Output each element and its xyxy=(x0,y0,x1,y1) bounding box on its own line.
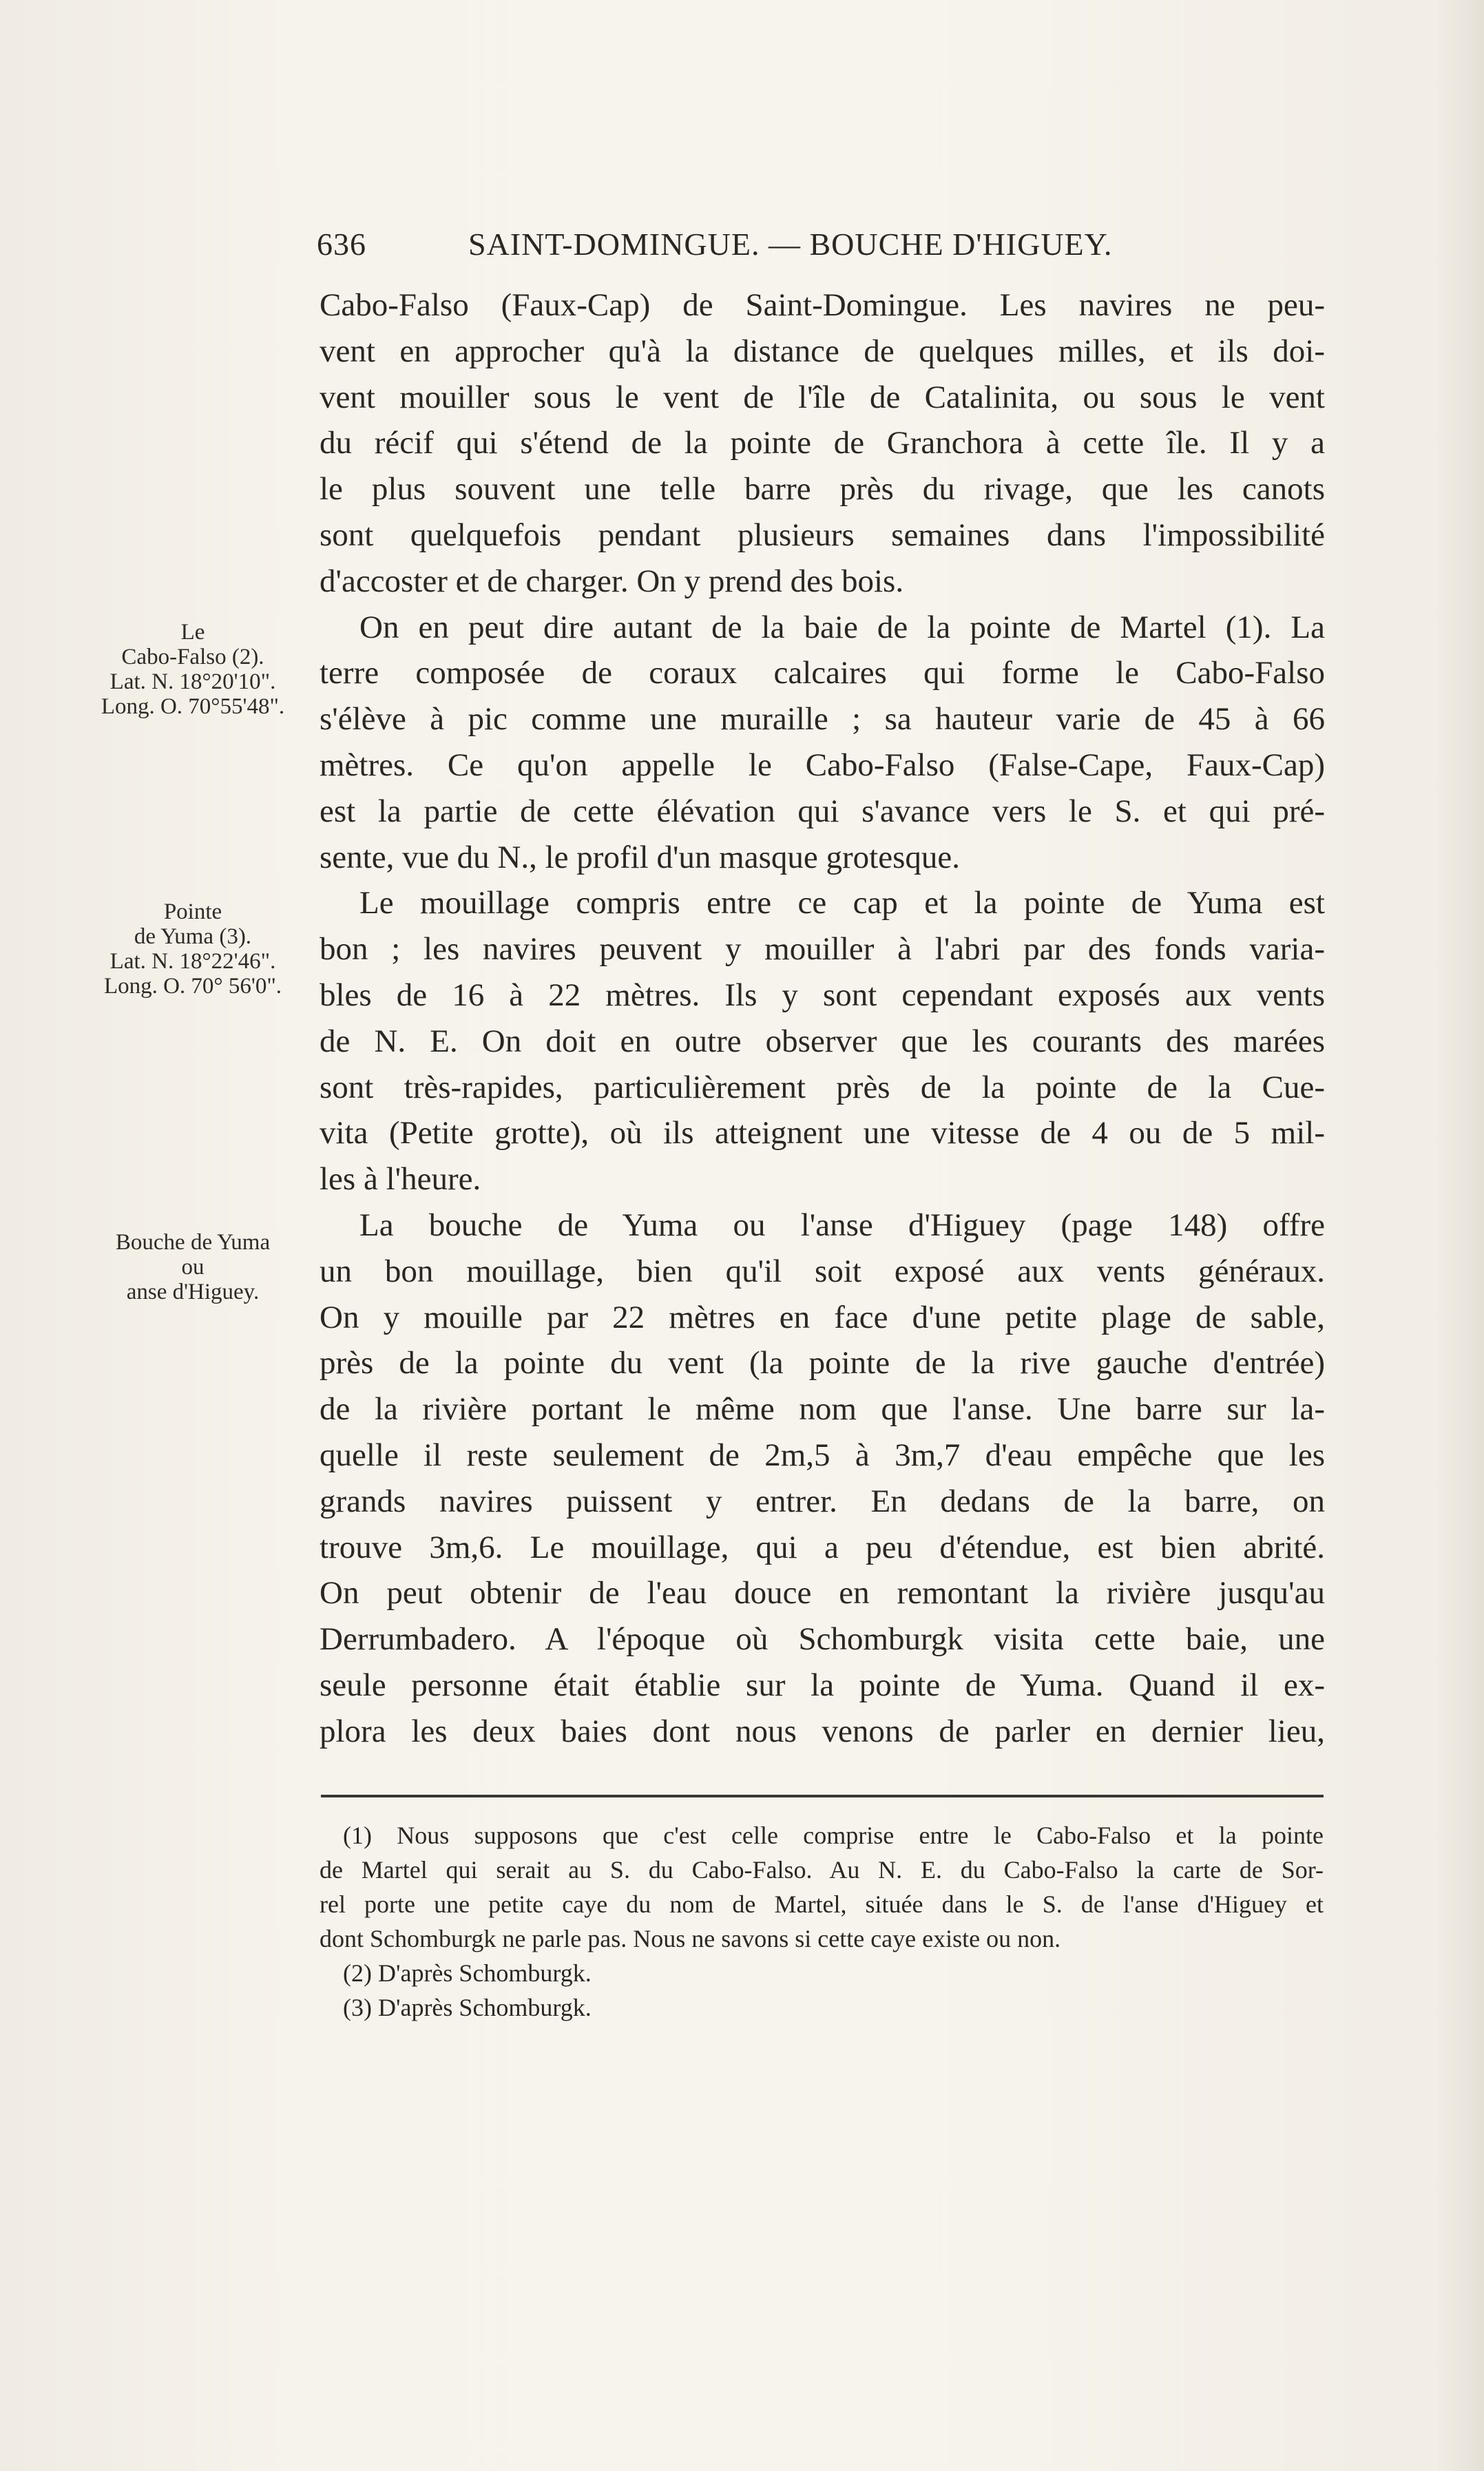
sidenote-pointe-yuma xyxy=(79,899,306,999)
paragraph-2 xyxy=(320,605,1325,881)
text-line: plora les deux baies dont nous venons de parler en dernier lieu, xyxy=(320,1713,1325,1749)
text-line: de N. E. On doit en outre observer que les courants des marées xyxy=(320,1023,1325,1059)
sidenote-line: Bouche de Yuma xyxy=(115,1230,271,1255)
text-line: terre composée de coraux calcaires qui forme le Cabo-Falso xyxy=(320,655,1325,691)
sidenote-cabo-falso xyxy=(79,620,306,719)
text-line: quelle il reste seulement de 2m,5 à 3m,7 d'eau empêche que les xyxy=(320,1437,1325,1473)
sidenote-line: ou xyxy=(181,1255,205,1280)
text-line: mètres. Ce qu'on appelle le Cabo-Falso (False-Cape, Faux-Cap) xyxy=(320,747,1325,783)
paragraph-1 xyxy=(320,282,1325,605)
text-line: sont très-rapides, particulièrement près de la pointe de la Cue- xyxy=(320,1069,1325,1105)
text-line: Derrumbadero. A l'époque où Schomburgk visita cette baie, une xyxy=(320,1621,1325,1658)
sidenote-line: anse d'Higuey. xyxy=(126,1280,260,1304)
text-line: seule personne était établie sur la pointe de Yuma. Quand il ex- xyxy=(320,1667,1325,1703)
text-line: du récif qui s'étend de la pointe de Granchora à cette île. Il y a xyxy=(320,425,1325,461)
sidenote-line: Pointe xyxy=(163,899,222,924)
text-line: près de la pointe du vent (la pointe de la rive gauche d'entrée) xyxy=(320,1345,1325,1382)
text-line: La bouche de Yuma ou l'anse d'Higuey (page 148) offre xyxy=(359,1207,1325,1243)
text-line: grands navires puissent y entrer. En dedans de la barre, on xyxy=(320,1483,1325,1519)
text-line: de la rivière portant le même nom que l'anse. Une barre sur la- xyxy=(320,1391,1325,1428)
text-line: sente, vue du N., le profil d'un masque grotesque. xyxy=(320,839,960,875)
text-line: les à l'heure. xyxy=(320,1161,481,1198)
footnote-divider xyxy=(321,1795,1324,1797)
text-line: s'élève à pic comme une muraille ; sa hauteur varie de 45 à 66 xyxy=(320,701,1325,738)
footnote-2: (2) D'après Schomburgk. xyxy=(343,1959,592,1987)
sidenote-line: Lat. N. 18°22'46". xyxy=(109,949,276,974)
text-line: vita (Petite grotte), où ils atteignent une vitesse de 4 ou de 5 mil- xyxy=(320,1115,1325,1151)
text-line: bon ; les navires peuvent y mouiller à l'abri par des fonds varia- xyxy=(320,931,1325,968)
text-line: On en peut dire autant de la baie de la pointe de Martel (1). La xyxy=(359,609,1325,645)
sidenote-line: Lat. N. 18°20'10". xyxy=(109,669,276,694)
running-head xyxy=(317,226,1329,274)
sidenote-line: de Yuma (3). xyxy=(134,924,252,949)
sidenote-line: Long. O. 70° 56'0". xyxy=(103,974,282,999)
text-line: d'accoster et de charger. On y prend des bois. xyxy=(320,563,904,599)
text-line: Le mouillage compris entre ce cap et la pointe de Yuma est xyxy=(359,885,1325,921)
sidenote-line: Cabo-Falso (2). xyxy=(121,645,264,669)
page-title: SAINT-DOMINGUE. — BOUCHE D'HIGUEY. xyxy=(468,227,1113,262)
paragraph-3 xyxy=(320,880,1325,1202)
sidenote-line: Le xyxy=(180,620,205,645)
text-line: est la partie de cette élévation qui s'avance vers le S. et qui pré- xyxy=(320,793,1325,829)
text-line: le plus souvent une telle barre près du rivage, que les canots xyxy=(320,471,1325,508)
text-line: Cabo-Falso (Faux-Cap) de Saint-Domingue. Les navires ne peu- xyxy=(320,287,1325,323)
main-text xyxy=(320,282,1325,1755)
text-line: bles de 16 à 22 mètres. Ils y sont cependant exposés aux vents xyxy=(320,977,1325,1013)
paragraph-4 xyxy=(320,1202,1325,1755)
sidenote-bouche-yuma xyxy=(79,1230,306,1304)
page-edge-shadow xyxy=(1436,0,1484,2471)
text-line: vent en approcher qu'à la distance de quelques milles, et ils doi- xyxy=(320,333,1325,369)
footnote-line: dont Schomburgk ne parle pas. Nous ne savons si cette caye existe ou non. xyxy=(320,1925,1061,1952)
text-line: sont quelquefois pendant plusieurs semaines dans l'impossibilité xyxy=(320,517,1325,553)
text-line: trouve 3m,6. Le mouillage, qui a peu d'étendue, est bien abrité. xyxy=(320,1529,1325,1565)
footnote-3: (3) D'après Schomburgk. xyxy=(343,1994,592,2021)
text-line: un bon mouillage, bien qu'il soit exposé aux vents généraux. xyxy=(320,1253,1325,1289)
page-number: 636 xyxy=(317,227,366,262)
sidenote-line: Long. O. 70°55'48". xyxy=(101,694,285,719)
text-line: On peut obtenir de l'eau douce en remontant la rivière jusqu'au xyxy=(320,1575,1325,1612)
text-line: vent mouiller sous le vent de l'île de Catalinita, ou sous le vent xyxy=(320,379,1325,415)
footnote-line: (1) Nous supposons que c'est celle comprise entre le Cabo-Falso et la pointe xyxy=(343,1822,1324,1849)
text-line: On y mouille par 22 mètres en face d'une petite plage de sable, xyxy=(320,1299,1325,1335)
footnote-line: de Martel qui serait au S. du Cabo-Falso. Au N. E. du Cabo-Falso la carte de Sor- xyxy=(320,1856,1324,1884)
footnote-line: rel porte une petite caye du nom de Martel, située dans le S. de l'anse d'Higuey et xyxy=(320,1890,1324,1918)
footnotes xyxy=(320,1818,1324,2025)
